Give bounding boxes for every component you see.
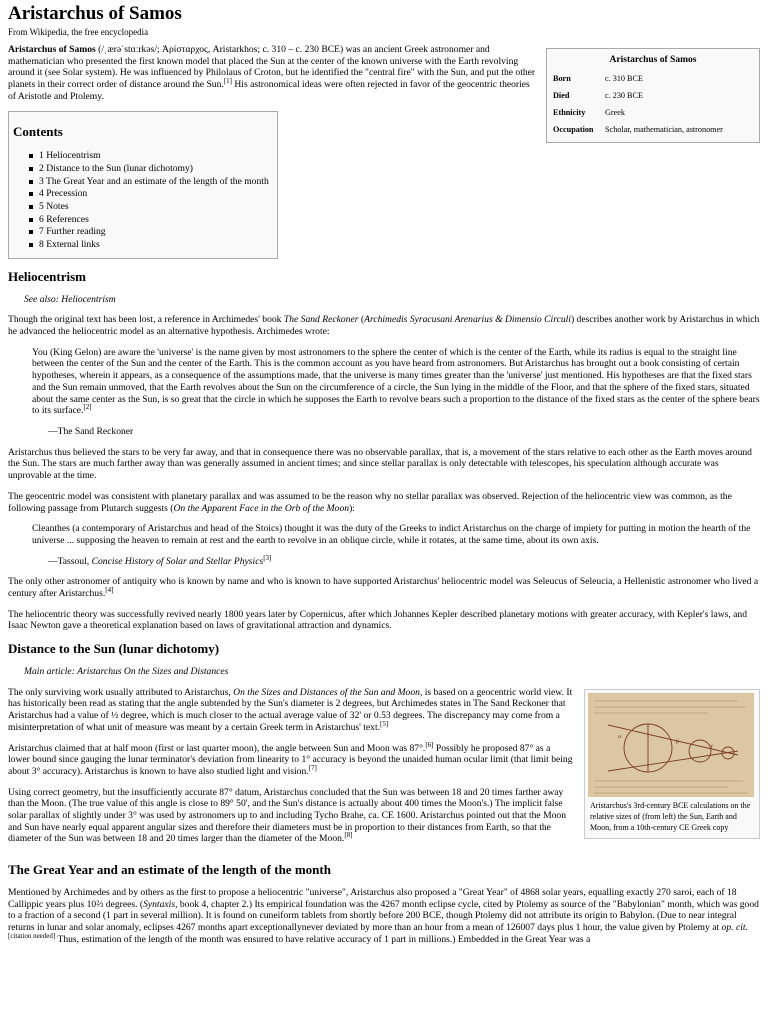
paragraph	[8, 887, 760, 946]
infobox-row	[551, 106, 755, 123]
text: , is based on a geocentric world view. It has historically been read as stating that the angle subtended by the Sun's diameter is 2 degrees, but Archimedes states in The Sand Reckoner that Aristarchus had a value of ½ degree, which is much closer to the actual average value of 32' or 0.53 degrees. The discrepancy may come from a misinterpretation of what unit of measure was meant by a certain Greek term in Aristarchus' text.	[8, 686, 573, 733]
text: The geocentric model was consistent with planetary parallax and was assumed to be the reason why no stellar parallax was observed. Rejection of the heliocentric view was common, as the following passage from Plutarch suggests (	[8, 490, 732, 514]
text-italic: On the Sizes and Distances of the Sun and Moon	[233, 686, 420, 698]
intro-text: (/ˌærəˈstɑːrkəs/; Ἀρίσταρχος, Aristarkhos; c. 310 – c. 230 BCE) was an ancient Greek astronomer and mathematician who presented the first known model that placed the Sun at the center of the known universe with the Earth revolving around it (see Solar system). He was influenced by Philolaus of Croton, but he identified the "central fire" with the Sun, and put the other planets in their correct order of distance around the Sun.	[8, 43, 536, 90]
toc-item[interactable]: 5 Notes	[29, 201, 269, 213]
quote-text: You (King Gelon) are aware the 'universe' is the name given by most astronomers to the sphere the center of which is the center of the Earth, while its radius is equal to the straight line between the center of the Sun and the center of the Earth. This is the common account as you have heard from astronomers. But Aristarchus has brought out a book consisting of certain hypotheses, wherein it appears, as a consequence of the assumptions made, that the universe is many times greater than the 'universe' just mentioned. His hypotheses are that the fixed stars and the Sun remain unmoved, that the Earth revolves about the Sun on the circumference of a circle, the Sun lying in the middle of the Floor, and that the sphere of the fixed stars, situated about the same center as the Sun, is so great that the circle in which he supposes the Earth to revolve bears such a proportion to the distance of the fixed stars as the center of the sphere bears to its surface.	[32, 346, 760, 417]
text: —Tassoul,	[48, 555, 92, 567]
text: The only other astronomer of antiquity who is known by name and who is known to have supported Aristarchus' heliocentric model was Seleucus of Seleucia, a Hellenistic astronomer who lived a century after Aristarchus.	[8, 576, 759, 600]
toc-list	[13, 150, 269, 251]
infobox-table	[551, 72, 755, 140]
toc-item[interactable]: 3 The Great Year and an estimate of the length of the month	[29, 176, 269, 188]
figure-thumbnail[interactable]	[584, 689, 760, 840]
paragraph	[8, 491, 760, 514]
infobox-value: c. 310 BCE	[605, 74, 643, 84]
quote-attribution: —The Sand Reckoner	[48, 426, 134, 437]
hatnote[interactable]: Main article: Aristarchus On the Sizes and Distances	[24, 666, 229, 677]
toc-title: Contents	[13, 124, 63, 140]
paragraph	[8, 314, 760, 337]
ref-link[interactable]: [7]	[308, 763, 317, 772]
infobox-label: Died	[553, 91, 570, 101]
text-italic: The Sand Reckoner	[283, 314, 359, 326]
page-title: Aristarchus of Samos	[8, 3, 182, 24]
text: ):	[349, 502, 355, 514]
text-italic: Syntaxis	[143, 898, 176, 910]
text: ) describes another work by Aristarchus in which he advanced the heliocentric model as an alternative hypothesis. Archimedes wrote:	[8, 314, 760, 338]
intro-tail: His astronomical ideas were often rejected in favor of the geocentric theories of Aristotle and Ptolemy.	[8, 78, 530, 102]
ref-link[interactable]: [8]	[344, 831, 353, 840]
section-heading-great-year: The Great Year and an estimate of the length of the month	[8, 862, 331, 878]
text: Though the original text has been lost, a reference in Archimedes' book	[8, 314, 284, 326]
manuscript-diagram-image[interactable]	[588, 693, 754, 797]
toc-item[interactable]: 1 Heliocentrism	[29, 150, 269, 162]
ref-link[interactable]: [2]	[83, 403, 92, 412]
paragraph	[8, 576, 760, 599]
svg-text:γ: γ	[710, 742, 713, 749]
figure-caption: Aristarchus's 3rd-century BCE calculations on the relative sizes of (from left) the Sun, Earth and Moon, from a 10th-century CE Greek copy	[590, 800, 751, 833]
ref-link[interactable]: [6]	[425, 740, 434, 749]
infobox-label: Occupation	[553, 125, 594, 135]
text-italic: Concise History of Solar and Stellar Physics	[91, 555, 264, 567]
text: The only surviving work usually attributed to Aristarchus,	[8, 686, 234, 698]
text: Mentioned by Archimedes and by others as the first to propose a heliocentric "universe", Aristarchus also proposed a "Great Year" of 4868 solar years, equalling exactly 270 saroi, each of 18 Callippic years plus 10⅔ degrees. (	[8, 887, 737, 910]
infobox-title: Aristarchus of Samos	[609, 54, 697, 65]
toc-item[interactable]: 8 External links	[29, 239, 269, 251]
intro-bold: Aristarchus of Samos	[8, 43, 96, 55]
infobox-row	[551, 123, 755, 140]
infobox-row	[551, 89, 755, 106]
ref-link[interactable]: [5]	[380, 719, 389, 728]
text-italic: On the Apparent Face in the Orb of the Moon	[173, 502, 350, 514]
toc-item[interactable]: 7 Further reading	[29, 226, 269, 238]
table-of-contents	[8, 111, 278, 258]
ref-link[interactable]: [3]	[263, 553, 272, 562]
paragraph: The heliocentric theory was successfully revived nearly 1800 years later by Copernicus, after which Johannes Kepler described planetary motions with greater accuracy, with Kepler's laws, and Isaac Newton gave a theoretical explanation based on laws of gravitational attraction and dynamics.	[8, 608, 748, 632]
ref-link[interactable]: [4]	[105, 585, 114, 594]
infobox-row	[551, 72, 755, 89]
infobox	[546, 48, 760, 144]
blockquote: Cleanthes (a contemporary of Aristarchus and head of the Stoics) thought it was the duty of the Greeks to indict Aristarchus on the charge of impiety for putting in motion the hearth of the universe ... supposing the heaven to remain at rest and the earth to revolve in an oblique circle, while it rotates, at the same time, about its own axis.	[32, 523, 751, 546]
text: , book 4, chapter 2.) Its empirical foundation was the 4267 month eclipse cycle, cited by Ptolemy as source of the "Babylonian" month, which was good to a fraction of a second (1 part in several million). It is found on cuneiform tablets from shortly before 200 BCE, though Ptolemy did not attribute its origin to Babylon. (Due to near integral returns in lunar and solar anomaly, eclipses 4267 months apart exceptionallynever deviated by more than an hour from a mean of 126007 days plus 1 hour, the value given by Ptolemy at	[8, 898, 759, 934]
text: Possibly he proposed 87° as a lower bound since gauging the lunar terminator's deviation from linearity to 1° accuracy is beyond the unaided human ocular limit (that limit being about 3° accuracy). Aristarchus is known to have also studied light and vision.	[8, 742, 573, 777]
infobox-value: Greek	[605, 108, 626, 118]
citation-needed-link[interactable]: [citation needed]	[8, 931, 56, 940]
infobox-label: Born	[553, 74, 571, 84]
infobox-label: Ethnicity	[553, 108, 586, 118]
text: Aristarchus claimed that at half moon (first or last quarter moon), the angle between Sun and Moon was 87°.	[8, 742, 426, 754]
infobox-value: c. 230 BCE	[605, 91, 643, 101]
paragraph: Aristarchus thus believed the stars to be very far away, and that in consequence there was no observable parallax, that is, a movement of the stars relative to each other as the Earth moves around the Sun. The stars are much farther away than was generally assumed in ancient times; and since stellar parallax is only detectable with telescopes, his speculation although accurate was unprovable at the time.	[8, 446, 752, 482]
section-heading-distance: Distance to the Sun (lunar dichotomy)	[8, 641, 220, 657]
text-italic: op. cit.	[721, 922, 748, 934]
section-heading-heliocentrism: Heliocentrism	[8, 268, 86, 284]
blockquote	[32, 347, 760, 417]
infobox-value: Scholar, mathematician, astronomer	[605, 125, 723, 135]
toc-item[interactable]: 4 Precession	[29, 188, 269, 200]
svg-text:α: α	[618, 733, 622, 740]
text: (	[358, 314, 365, 326]
text: Using correct geometry, but the insufficiently accurate 87° datum, Aristarchus concluded that the Sun was between 18 and 20 times farther away than the Moon. (The true value of this angle is close to 89° 50', and the Sun's distance is actually about 400 times the Moon's.) The implicit false solar parallax of slightly under 3° was used by astronomers up to and including Tycho Brahe, ca. CE 1600. Aristarchus pointed out that the Moon and Sun have nearly equal apparent angular sizes and therefore their diameters must be in proportion to their distances from Earth, so that the diameter of the Sun was between 18 and 20 times larger than the diameter of the Moon.	[8, 786, 566, 845]
toc-item[interactable]: 2 Distance to the Sun (lunar dichotomy)	[29, 163, 269, 175]
hatnote[interactable]: See also: Heliocentrism	[24, 293, 116, 305]
quote-attribution	[8, 553, 760, 568]
toc-item[interactable]: 6 References	[29, 214, 269, 226]
text: Thus, estimation of the length of the month was ensured to have relative accuracy of 1 part in millions.) Embedded in the Great Year was a	[55, 933, 591, 945]
ref-link[interactable]: [1]	[223, 76, 232, 85]
text-italic: Archimedis Syracusani Arenarius & Dimensio Circuli	[364, 314, 571, 326]
page-subtitle: From Wikipedia, the free encyclopedia	[8, 26, 149, 37]
svg-text:β: β	[676, 738, 679, 745]
